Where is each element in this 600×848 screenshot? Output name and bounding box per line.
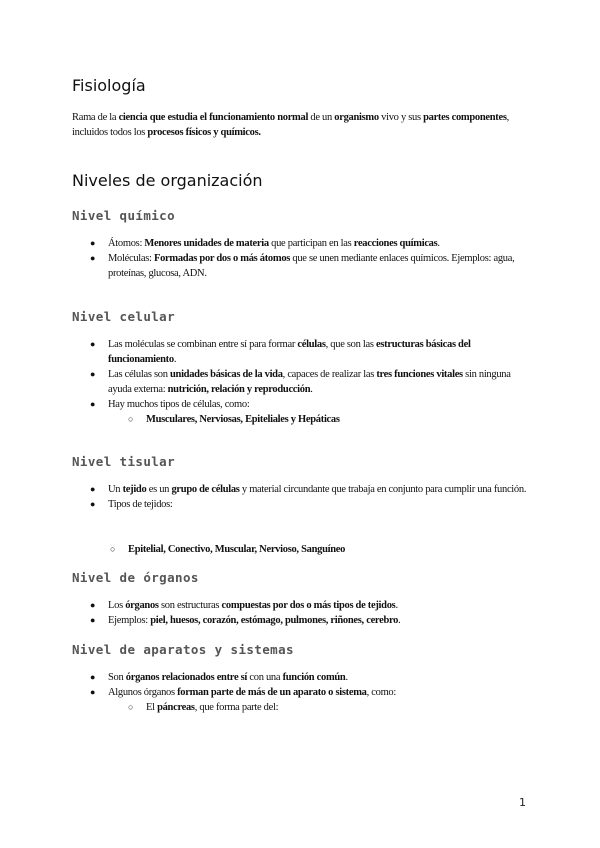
list-item [90,251,530,281]
bold-text: Formadas por dos o más átomos [153,253,291,264]
bullet-icon: ● [90,484,96,494]
text-run: , que forma parte del: [194,702,279,713]
bold-text: partes componentes [423,112,507,123]
text-run: son estructuras [158,600,222,611]
bold-text: Epitelial, Conectivo, Muscular, Nervioso, Sanguíneo [128,544,346,555]
text-run: es un [146,484,172,495]
bullet-icon: ● [90,499,96,509]
text-run: . [395,600,398,611]
bold-text: órganos [125,600,159,611]
text-run: vivo y sus [378,112,424,123]
heading-nivel-tisular: Nivel tisular [72,454,176,469]
list-item-text [108,484,526,495]
list-item-text [108,672,348,683]
bullet-icon: ● [90,238,96,248]
bullet-icon: ● [90,600,96,610]
bold-text: Musculares, Nerviosas, Epiteliales y Hepáticas [146,414,340,425]
text-run: Un [108,484,123,495]
bold-text: órganos relacionados entre sí [125,672,248,683]
list-item-text [108,615,400,626]
bold-text: piel, huesos, corazón, estómago, pulmones, riñones, cerebro [150,615,399,626]
sublist-item-text [146,414,340,425]
text-run: Hay muchos tipos de células, como: [108,399,250,410]
bold-text: organismo [334,112,379,123]
page-number: 1 [519,796,526,809]
heading-nivel-organos: Nivel de órganos [72,570,199,585]
heading-nivel-quimico: Nivel químico [72,208,176,223]
text-run: Los [108,600,126,611]
text-run: Ejemplos: [108,615,151,626]
bold-text: grupo de células [171,484,240,495]
page-title: Fisiología [72,76,146,95]
text-run: . [173,354,177,365]
bold-text: ciencia que estudia el funcionamiento normal [118,112,309,123]
bullet-icon: ● [90,399,96,409]
text-run: , capaces de realizar las [282,369,377,380]
circle-bullet-icon: ○ [128,414,134,424]
list-item-text [108,369,511,395]
sublist-item [110,542,550,557]
text-run: Son [108,672,126,683]
text-run: , que son las [325,339,376,350]
bold-text: procesos físicos y químicos. [147,127,261,138]
text-run: de un [308,112,335,123]
text-run: que se unen mediante enlaces químicos. Ejemplos: agua, proteínas, glucosa, ADN. [108,253,515,279]
heading-nivel-aparatos: Nivel de aparatos y sistemas [72,642,294,657]
text-run: . [398,615,401,626]
text-run: Las células son [108,369,170,380]
text-run: , como: [366,687,397,698]
bold-text: unidades básicas de la vida [169,369,283,380]
list-nivel-organos [90,598,530,628]
bold-text: tres funciones vitales [376,369,463,380]
list-item-text [108,339,471,365]
list-nivel-aparatos [90,670,530,715]
list-nivel-quimico [90,236,530,281]
list-item [90,598,530,613]
sublist-item [128,700,530,715]
text-run: Moléculas: [108,253,154,264]
bold-text: reacciones químicas [353,238,438,249]
list-item [90,613,530,628]
text-run: , incluidos todos los [72,112,509,138]
bullet-icon: ● [90,615,96,625]
list-nivel-celular [90,337,530,427]
list-item-text [108,687,396,698]
section-title: Niveles de organización [72,171,263,190]
text-run: y material circundante que trabaja en conjunto para cumplir una función. [239,484,527,495]
text-run: . [437,238,440,249]
list-item [90,236,530,251]
bold-text: células [297,339,326,350]
text-run: con una [247,672,283,683]
bold-text: nutrición, relación y reproducción [167,384,311,395]
list-item [90,670,530,685]
sublist-item [128,412,530,427]
bullet-icon: ● [90,369,96,379]
text-run: que participan en las [268,238,354,249]
text-run: Rama de la [72,112,119,123]
list-item-text [108,253,514,279]
bullet-icon: ● [90,672,96,682]
sublist [108,700,530,715]
bold-text: estructuras básicas del funcionamiento [108,339,471,365]
bold-text: función común [282,672,346,683]
text-run: El [146,702,158,713]
list-item [90,397,530,427]
sublist-item-text [146,702,278,713]
text-run: Algunos órganos [108,687,178,698]
list-item-text [108,600,398,611]
text-run: . [310,384,313,395]
list-item-text [108,399,249,410]
bold-text: forman parte de más de un aparato o sistema [177,687,367,698]
circle-bullet-icon: ○ [128,702,134,712]
list-item-text [108,499,173,510]
list-item [90,482,530,497]
sublist-tejidos [110,542,550,557]
list-item [90,685,530,715]
list-nivel-tisular [90,482,530,512]
list-item-text [108,238,440,249]
text-run: . [345,672,348,683]
bullet-icon: ● [90,253,96,263]
bold-text: compuestas por dos o más tipos de tejidos [221,600,396,611]
heading-nivel-celular: Nivel celular [72,309,176,324]
bold-text: Menores unidades de materia [144,238,269,249]
circle-bullet-icon: ○ [110,544,116,554]
list-item [90,367,530,397]
text-run: Las moléculas se combinan entre sí para formar [108,339,298,350]
bullet-icon: ● [90,687,96,697]
sublist [108,412,530,427]
list-item [90,337,530,367]
list-item [90,497,530,512]
text-run: sin ninguna ayuda externa: [108,369,511,395]
text-run: Átomos: [108,238,145,249]
intro-paragraph [72,110,532,140]
sublist-item-text [128,544,345,555]
bold-text: tejido [122,484,147,495]
text-run: Tipos de tejidos: [108,499,173,510]
bullet-icon: ● [90,339,96,349]
bold-text: páncreas [157,702,195,713]
